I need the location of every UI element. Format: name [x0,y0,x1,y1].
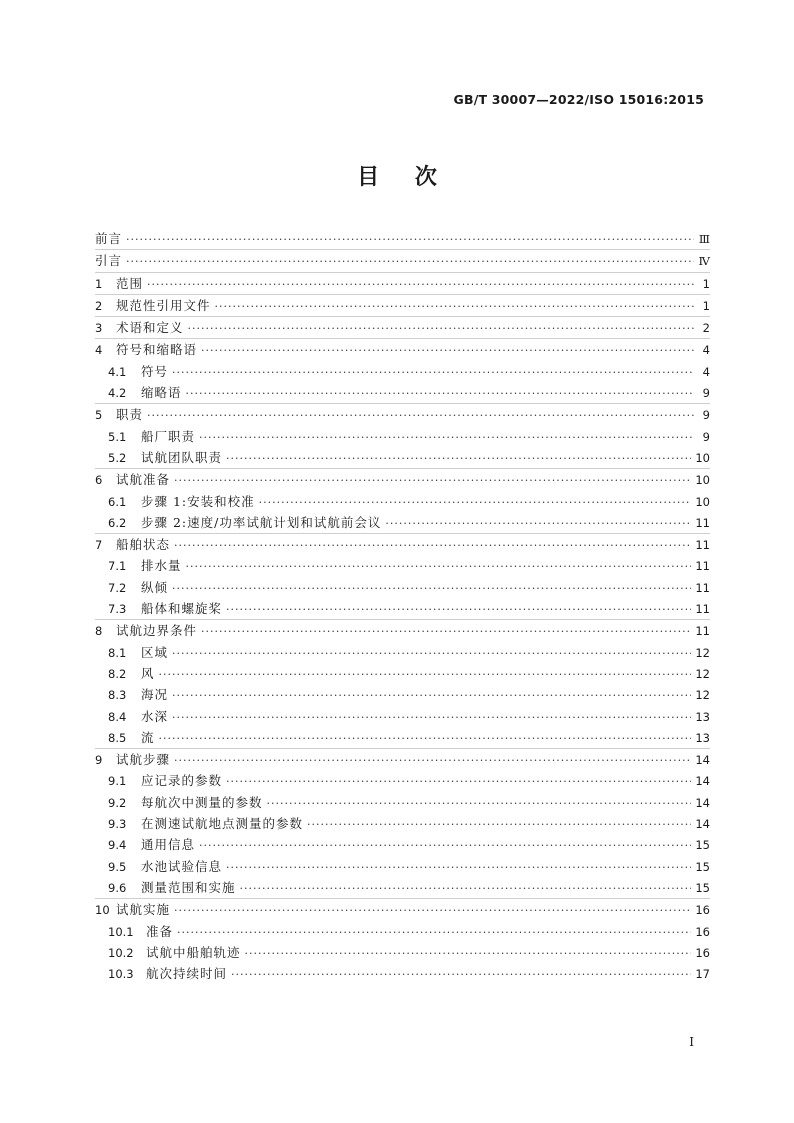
toc-entry-number: 7.3 [108,602,127,617]
toc-entry-page: 14 [695,774,710,789]
toc-entry-page: 10 [695,473,710,488]
toc-entry-number: 5.2 [108,450,127,465]
toc-leader-dots [226,771,691,792]
toc-entry-page: Ⅲ [698,232,710,246]
toc-entry[interactable] [95,316,710,338]
toc-entry-label: 缩略语 [141,385,182,401]
toc-entry-label: 步骤 1:安装和校准 [141,493,255,509]
toc-entry-page: 13 [695,730,710,745]
title-char-1: 目 [357,164,380,190]
toc-entry-page: 10 [695,494,710,509]
toc-entry-number: 10.2 [108,945,134,960]
toc-entry-number: 10.1 [108,924,134,939]
toc-leader-dots [172,578,691,599]
toc-entry-number: 6.2 [108,515,127,530]
toc-entry-label: 水池试验信息 [141,858,223,874]
toc-leader-dots [159,664,692,685]
toc-entry-label: 试航准备 [116,472,171,488]
toc-entry-number: 9.4 [108,838,127,853]
toc-entry-number: 9.1 [108,774,127,789]
toc-leader-dots [226,599,691,620]
toc-entry-number: 1 [95,276,103,291]
toc-entry[interactable] [95,619,710,641]
toc-entry-page: 11 [695,624,710,639]
toc-leader-dots [240,878,692,899]
toc-entry-page: 14 [695,817,710,832]
standard-code: GB/T 30007—2022/ISO 15016:2015 [453,92,704,107]
toc-subentry[interactable] [95,942,710,963]
toc-subentry[interactable] [95,512,710,533]
toc-entry[interactable] [95,748,710,770]
toc-entry[interactable] [95,228,710,249]
toc-leader-dots [307,814,691,835]
toc-leader-dots [259,492,692,513]
toc-entry-page: 11 [695,559,710,574]
toc-entry-page: Ⅳ [698,254,710,269]
toc-entry-page: 15 [695,880,710,895]
toc-entry-page: 13 [695,709,710,724]
toc-subentry[interactable] [95,684,710,705]
toc-entry-page: 4 [702,343,710,358]
toc-entry-label: 船体和螺旋桨 [141,601,223,617]
toc-entry-number: 5.1 [108,429,127,444]
toc-entry-number: 8.5 [108,730,127,745]
toc-entry-number: 9.3 [108,817,127,832]
toc-entry-label: 船舶状态 [116,537,171,553]
toc-leader-dots [199,835,691,856]
toc-entry-label: 符号 [141,363,169,379]
toc-entry-label: 准备 [146,923,174,939]
page-number: I [689,1035,694,1049]
toc-entry-number: 10.3 [108,967,134,982]
toc-subentry[interactable] [95,555,710,576]
toc-leader-dots [186,556,692,577]
toc-entry-number: 6.1 [108,494,127,509]
toc-leader-dots [231,964,691,985]
toc-entry-page: 14 [695,753,710,768]
toc-leader-dots [159,728,692,749]
toc-leader-dots [126,229,694,250]
toc-entry-number: 8.4 [108,709,127,724]
toc-entry-number: 4.1 [108,364,127,379]
toc-leader-dots [174,750,691,771]
toc-entry-page: 1 [702,276,710,291]
toc-entry[interactable] [95,468,710,490]
toc-entry-label: 水深 [141,708,169,724]
toc-entry-label: 每航次中测量的参数 [141,794,263,810]
toc-entry-number: 10 [95,903,110,918]
toc-entry-number: 8.2 [108,666,127,681]
toc-entry-page: 12 [695,688,710,703]
toc-entry-label: 风 [141,665,155,681]
toc-entry-label: 职责 [116,407,144,423]
toc-subentry[interactable] [95,813,710,834]
toc-entry-page: 17 [695,967,710,982]
toc-entry[interactable] [95,898,710,920]
toc-entry-label: 范围 [116,275,144,291]
toc-entry[interactable] [95,272,710,294]
toc-entry-number: 4 [95,343,103,358]
toc-entry-label: 应记录的参数 [141,773,223,789]
toc-subentry[interactable] [95,598,710,619]
toc-entry-label: 纵倾 [141,579,169,595]
toc-entry-page: 16 [695,903,710,918]
toc-leader-dots [177,922,691,943]
toc-subentry[interactable] [95,663,710,684]
toc-entry-label: 试航步骤 [116,752,171,768]
toc-entry-number: 9.2 [108,795,127,810]
toc-entry-number: 8.1 [108,645,127,660]
toc-entry-page: 11 [695,515,710,530]
toc-entry-page: 4 [702,364,710,379]
toc-entry-page: 11 [695,580,710,595]
toc-entry-label: 测量范围和实施 [141,879,236,895]
toc-entry-label: 区域 [141,644,169,660]
toc-entry-page: 14 [695,795,710,810]
toc-subentry[interactable] [95,877,710,898]
toc-entry[interactable] [95,338,710,360]
toc-entry-label: 通用信息 [141,837,196,853]
page-title [0,160,794,191]
toc-subentry[interactable] [95,447,710,468]
toc-entry-page: 16 [695,945,710,960]
toc-leader-dots [126,251,694,272]
toc-leader-dots [147,405,694,426]
toc-entry-label: 试航实施 [116,902,171,918]
toc-leader-dots [226,857,691,878]
toc-leader-dots [201,621,691,642]
toc-entry-number: 9 [95,753,103,768]
toc-entry-label: 引言 [95,253,123,269]
toc-leader-dots [186,383,694,404]
toc-entry-number: 9.6 [108,880,127,895]
toc-subentry[interactable] [95,963,710,984]
toc-subentry[interactable] [95,491,710,512]
toc-leader-dots [267,793,692,814]
toc-subentry[interactable] [95,921,710,942]
toc-entry-number: 7.1 [108,559,127,574]
toc-entry-label: 流 [141,729,155,745]
toc-entry-number: 4.2 [108,386,127,401]
toc-leader-dots [215,296,694,317]
toc-subentry[interactable] [95,642,710,663]
toc-subentry[interactable] [95,706,710,727]
toc-leader-dots [188,318,694,339]
toc-leader-dots [385,513,691,534]
toc-entry-label: 船厂职责 [141,428,196,444]
toc-entry-number: 8.3 [108,688,127,703]
toc-leader-dots [201,340,694,361]
toc-leader-dots [174,900,691,921]
toc-entry-page: 1 [702,298,710,313]
toc-entry-page: 10 [695,450,710,465]
toc-entry-label: 试航中船舶轨迹 [146,944,241,960]
toc-entry-number: 3 [95,321,103,336]
toc-subentry[interactable] [95,770,710,791]
toc-subentry[interactable] [95,426,710,447]
toc-entry[interactable] [95,294,710,316]
toc-entry-number: 7.2 [108,580,127,595]
toc-entry-label: 前言 [95,231,123,246]
toc-entry-label: 规范性引用文件 [116,297,211,313]
toc-entry-page: 2 [702,321,710,336]
toc-leader-dots [172,643,691,664]
toc-subentry[interactable] [95,361,710,382]
toc-leader-dots [245,943,692,964]
toc-entry-label: 步骤 2:速度/功率试航计划和试航前会议 [141,514,382,530]
toc-leader-dots [226,448,691,469]
toc-entry-page: 12 [695,666,710,681]
toc-entry-label: 试航团队职责 [141,449,223,465]
toc-entry-number: 6 [95,473,103,488]
toc-entry-number: 9.5 [108,859,127,874]
toc-entry-label: 在测速试航地点测量的参数 [141,816,304,832]
toc-entry[interactable] [95,533,710,555]
toc-subentry[interactable] [95,856,710,877]
toc-entry-label: 术语和定义 [116,320,184,336]
toc-leader-dots [172,685,691,706]
table-of-contents [95,228,710,984]
toc-leader-dots [147,274,694,295]
toc-entry[interactable] [95,403,710,425]
toc-subentry[interactable] [95,577,710,598]
toc-entry[interactable] [95,249,710,271]
toc-leader-dots [172,362,694,383]
toc-entry-page: 9 [702,408,710,423]
toc-entry-number: 7 [95,538,103,553]
toc-subentry[interactable] [95,792,710,813]
toc-leader-dots [199,427,694,448]
toc-entry-label: 海况 [141,687,169,703]
toc-leader-dots [174,470,691,491]
toc-subentry[interactable] [95,382,710,403]
toc-entry-label: 符号和缩略语 [116,342,198,358]
toc-entry-label: 试航边界条件 [116,623,198,639]
toc-leader-dots [172,707,691,728]
toc-entry-page: 11 [695,602,710,617]
toc-entry-number: 2 [95,298,103,313]
toc-entry-label: 航次持续时间 [146,966,228,982]
toc-entry-number: 8 [95,624,103,639]
toc-entry-page: 16 [695,924,710,939]
toc-entry-page: 11 [695,538,710,553]
toc-entry-page: 15 [695,838,710,853]
toc-subentry[interactable] [95,834,710,855]
toc-leader-dots [174,535,691,556]
toc-entry-label: 排水量 [141,558,182,574]
toc-entry-number: 5 [95,408,103,423]
toc-entry-page: 12 [695,645,710,660]
title-char-2: 次 [414,164,437,190]
toc-entry-page: 9 [702,386,710,401]
toc-entry-page: 15 [695,859,710,874]
toc-entry-page: 9 [702,429,710,444]
toc-subentry[interactable] [95,727,710,748]
